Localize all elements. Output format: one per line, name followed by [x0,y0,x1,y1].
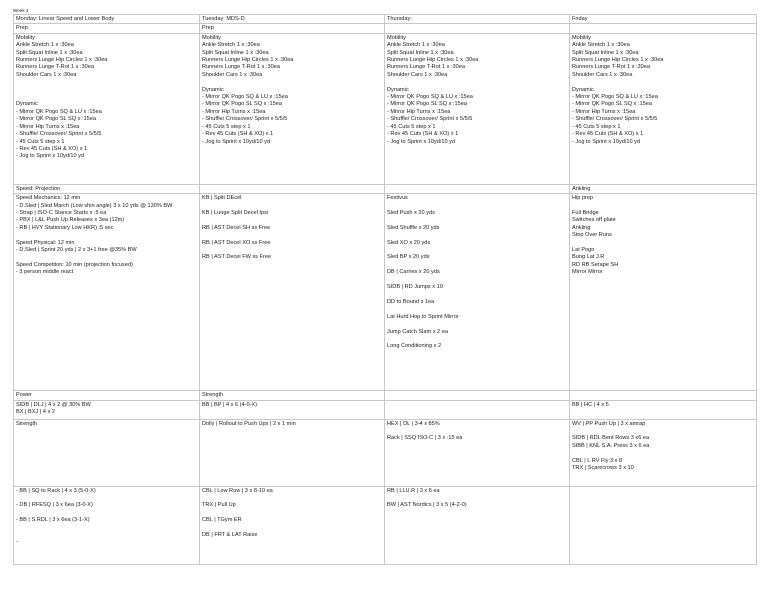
cell-strc-tuesday[interactable]: CBL | Low Row | 3 x 8-10 ea TRX | Pull Up CBL | TGym ER DB | FRT & LAT Raise [200,486,385,564]
cell-power-friday[interactable] [570,391,757,400]
cell-speed-friday[interactable]: Ankling [570,184,757,193]
cell-prep-tuesday[interactable]: Prep [200,24,385,33]
cell-prep-thursday[interactable] [385,24,570,33]
cell-str-monday[interactable]: Strength [14,419,200,486]
row-power [14,391,757,400]
cell-str-friday[interactable]: WV | PP Push Up | 3 x amrap SIDB | RDL Bent Rows 3 x6 ea SIBB | KNL S.A. Press 3 x 6 ea CBL | L RV Fly 3 x 8 TRX | Scarecrows 3 x 10 [570,419,757,486]
cell-head-friday[interactable]: Friday [570,15,757,24]
cell-warm-monday[interactable]: Mobility Ankle Stretch 1 x :30ea Split Squat Inline 1 x :30ea Runners Lunge Hip Circles 1 x :30ea Runners Lunge T-Rot 1 x :30ea Shoulder Cars 1 x :30ea Dynamic - Mirror QK Pogo SQ & LU x :15ea - Mirror QK Pogo SL SQ x :15ea - Mirror Hip Turns x :15ea - Shuffle/ Crossover/ Sprint x 5/5/5 - 45 Cuts 5 step x 1 - Rev 45 Cuts (SH & XO) x 1 - Jog to Sprint x 10yd/10 yd [14,33,200,184]
cell-str-thursday[interactable]: HEX | DL | 3-4 x 85% Rack | SSQ ISO-C | 3 x :15 ea [385,419,570,486]
cell-speedc-tuesday[interactable]: KB | Split DEcel KB | Lunge Split Decel Ipsi RB | AST Decel SH ss Free RB | AST Decel XO ss Free RB | AST Decel FW ss Free [200,194,385,391]
cell-powerc-thursday[interactable] [385,400,570,419]
cell-head-thursday[interactable]: Thursday: [385,15,570,24]
row-strc [14,486,757,564]
cell-warm-thursday[interactable]: Mobility Ankle Stretch 1 x :30ea Split Squat Inline 1 x :30ea Runners Lunge Hip Circles 1 x :30ea Runners Lunge T-Rot 1 x :30ea Shoulder Cars 1 x :30ea Dynamic - Mirror QK Pogo SQ & LU x :15ea - Mirror QK Pogo SL SQ x :15ea - Mirror Hip Turns x :15ea - Shuffle/ Crossover/ Sprint x 5/5/5 - 45 Cuts 5 step x 1 - Rev 45 Cuts (SH & XO) x 1 - Jog to Sprint x 10yd/10 yd [385,33,570,184]
row-speedc [14,194,757,391]
row-warm [14,33,757,184]
row-str [14,419,757,486]
cell-prep-monday[interactable]: Prep [14,24,200,33]
cell-speedc-thursday[interactable]: Festivus Sled Push x 20 yds Sled Shuffle x 20 yds Sled XO x 20 yds Sled BP x 20 yds DB | Carries x 20 yds SIDB | RD Jumps x 10 DD to Bound x 1ea Lat Hurd Hop to Sprint Mirror Jump Catch Slam x 2 ea Long Conditioning x 2 [385,194,570,391]
cell-speedc-friday[interactable]: Hip prep Full Bridge Switches off plate Ankling Step Over Runs Lat Pogo Bung Lat J.R RD RB Serape SH Mirror Mirror [570,194,757,391]
row-prep [14,24,757,33]
cell-warm-tuesday[interactable]: Mobility Ankle Stretch 1 x :30ea Split Squat Inline 1 x :30ea Runners Lunge Hip Circles 1 x :30ea Runners Lunge T-Rot 1 x :30ea Shoulder Cars 1 x :30ea Dynamic - Mirror QK Pogo SQ & LU x :15ea - Mirror QK Pogo SL SQ x :15ea - Mirror Hip Turns x :15ea - Shuffle/ Crossover/ Sprint x 5/5/5 - 45 Cuts 5 step x 1 - Rev 45 Cuts (SH & XO) x 1 - Jog to Sprint x 10yd/10 yd [200,33,385,184]
training-schedule-table [13,14,757,565]
cell-str-tuesday[interactable]: Dolly | Rollout to Push Ups | 2 x 1 min [200,419,385,486]
row-head [14,15,757,24]
cell-strc-thursday[interactable]: RB | LLU.R | 3 x 6 ea BW | AST Nordics | 3 x 5 (4-2-0) [385,486,570,564]
cell-power-tuesday[interactable]: Strength [200,391,385,400]
cell-powerc-monday[interactable]: SIDB | DLJ | 4 x 2 @ 30% BW BX | BXJ | 4 x 2 [14,400,200,419]
row-speed [14,184,757,193]
row-powerc [14,400,757,419]
cell-speed-thursday[interactable] [385,184,570,193]
week-label: Week 3 [13,8,29,13]
cell-strc-monday[interactable]: - BB | SQ to Rack | 4 x 3 (5-0-X) - DB | RFESQ | 3 x 6ea (3-0-X) - BB | S.RDL | 3 x 6ea (3-1-X) - [14,486,200,564]
cell-strc-friday[interactable] [570,486,757,564]
cell-warm-friday[interactable]: Mobility Ankle Stretch 1 x :30ea Split Squat Inline 1 x :30ea Runners Lunge Hip Circles 1 x :30ea Runners Lunge T-Rot 1 x :30ea Shoulder Cars 1 x :30ea Dynamic - Mirror QK Pogo SQ & LU x :15ea - Mirror QK Pogo SL SQ x :15ea - Mirror Hip Turns x :15ea - Shuffle/ Crossover/ Sprint x 5/5/5 - 45 Cuts 5 step x 1 - Rev 45 Cuts (SH & XO) x 1 - Jog to Sprint x 10yd/10 yd [570,33,757,184]
cell-speed-tuesday[interactable] [200,184,385,193]
cell-powerc-tuesday[interactable]: BB | BP | 4 x 6 (4-0-X) [200,400,385,419]
cell-speed-monday[interactable]: Speed: Projection [14,184,200,193]
cell-head-tuesday[interactable]: Tuesday: MDS-D [200,15,385,24]
cell-prep-friday[interactable] [570,24,757,33]
cell-head-monday[interactable]: Monday: Linear Speed and Lower Body [14,15,200,24]
cell-power-monday[interactable]: Power [14,391,200,400]
cell-power-thursday[interactable] [385,391,570,400]
cell-speedc-monday[interactable]: Speed Mechanics: 12 min - D.Sled | Sled March (Low shin angle) 3 x 10 yds @ 130% BW - Strap | ISO-C Stance Starts x :5 ea - PBX | L&L Push Up Releases x 3ea (12m) - RB | HVY Stationary Low HKR) :5 sec Speed Physical: 12 min - D.Sled | Sprint 20 yds | 2 x 3+1 free @35% BW Speed Competiton: 10 min (projection focused) - 3 person middle react [14,194,200,391]
schedule-body [14,15,757,565]
cell-powerc-friday[interactable]: BB | HC | 4 x 5 [570,400,757,419]
